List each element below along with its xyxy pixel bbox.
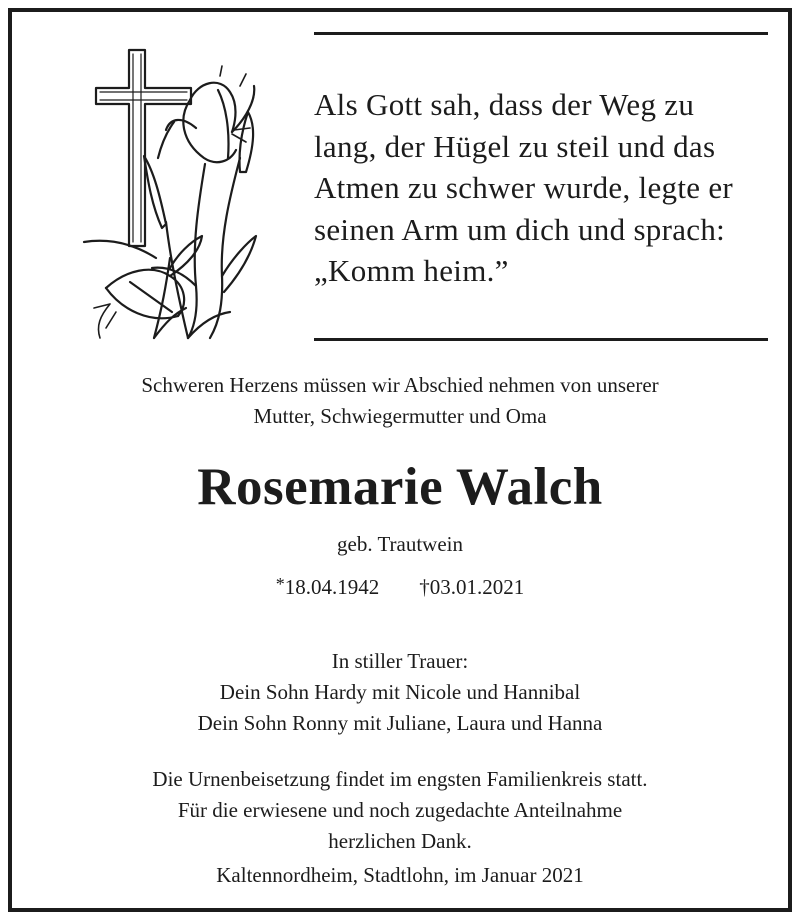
quote-line: Atmen zu schwer wurde, legte er — [314, 170, 734, 205]
death-mark: † — [419, 575, 430, 599]
mourner-line: Dein Sohn Hardy mit Nicole und Hannibal — [219, 680, 581, 704]
notice-line: Für die erwiesene und noch zugedachte Anteilnahme — [177, 798, 623, 822]
obituary-card — [8, 8, 792, 912]
death-date: 03.01.2021 — [429, 575, 525, 599]
death-date-group — [419, 573, 524, 601]
quote-line: lang, der Hügel zu steil und das — [314, 128, 716, 164]
notice-line: herzlichen Dank. — [328, 829, 472, 853]
mourner-line: Dein Sohn Ronny mit Juliane, Laura und Hanna — [197, 711, 603, 735]
funeral-notice — [12, 764, 788, 891]
birth-mark: * — [275, 574, 285, 594]
deceased-name: Rosemarie Walch — [197, 458, 603, 516]
intro-line: Schweren Herzens müssen wir Abschied nehmen von unserer — [141, 373, 659, 397]
quote-bottom-rule — [314, 338, 768, 341]
birth-date: 18.04.1942 — [284, 575, 380, 599]
mourners-heading: In stiller Trauer: — [331, 649, 469, 673]
intro-line: Mutter, Schwiegermutter und Oma — [253, 404, 547, 428]
notice-line: Die Urnenbeisetzung findet im engsten Familienkreis statt. — [152, 767, 648, 791]
quote-line: „Komm heim.” — [314, 253, 509, 288]
mourners-block — [12, 646, 788, 739]
cross-with-lilies-icon — [70, 46, 260, 342]
quote-line: Als Gott sah, dass der Weg zu — [314, 87, 695, 122]
quote-verse — [314, 84, 774, 292]
birth-date-group — [276, 570, 380, 601]
maiden-name: geb. Trautwein — [337, 532, 463, 556]
place-and-date: Kaltennordheim, Stadtlohn, im Januar 2021 — [216, 863, 584, 887]
life-dates — [12, 570, 788, 601]
intro-text — [12, 370, 788, 432]
quote-top-rule — [314, 32, 768, 35]
quote-line: seinen Arm um dich und sprach: — [314, 211, 726, 247]
